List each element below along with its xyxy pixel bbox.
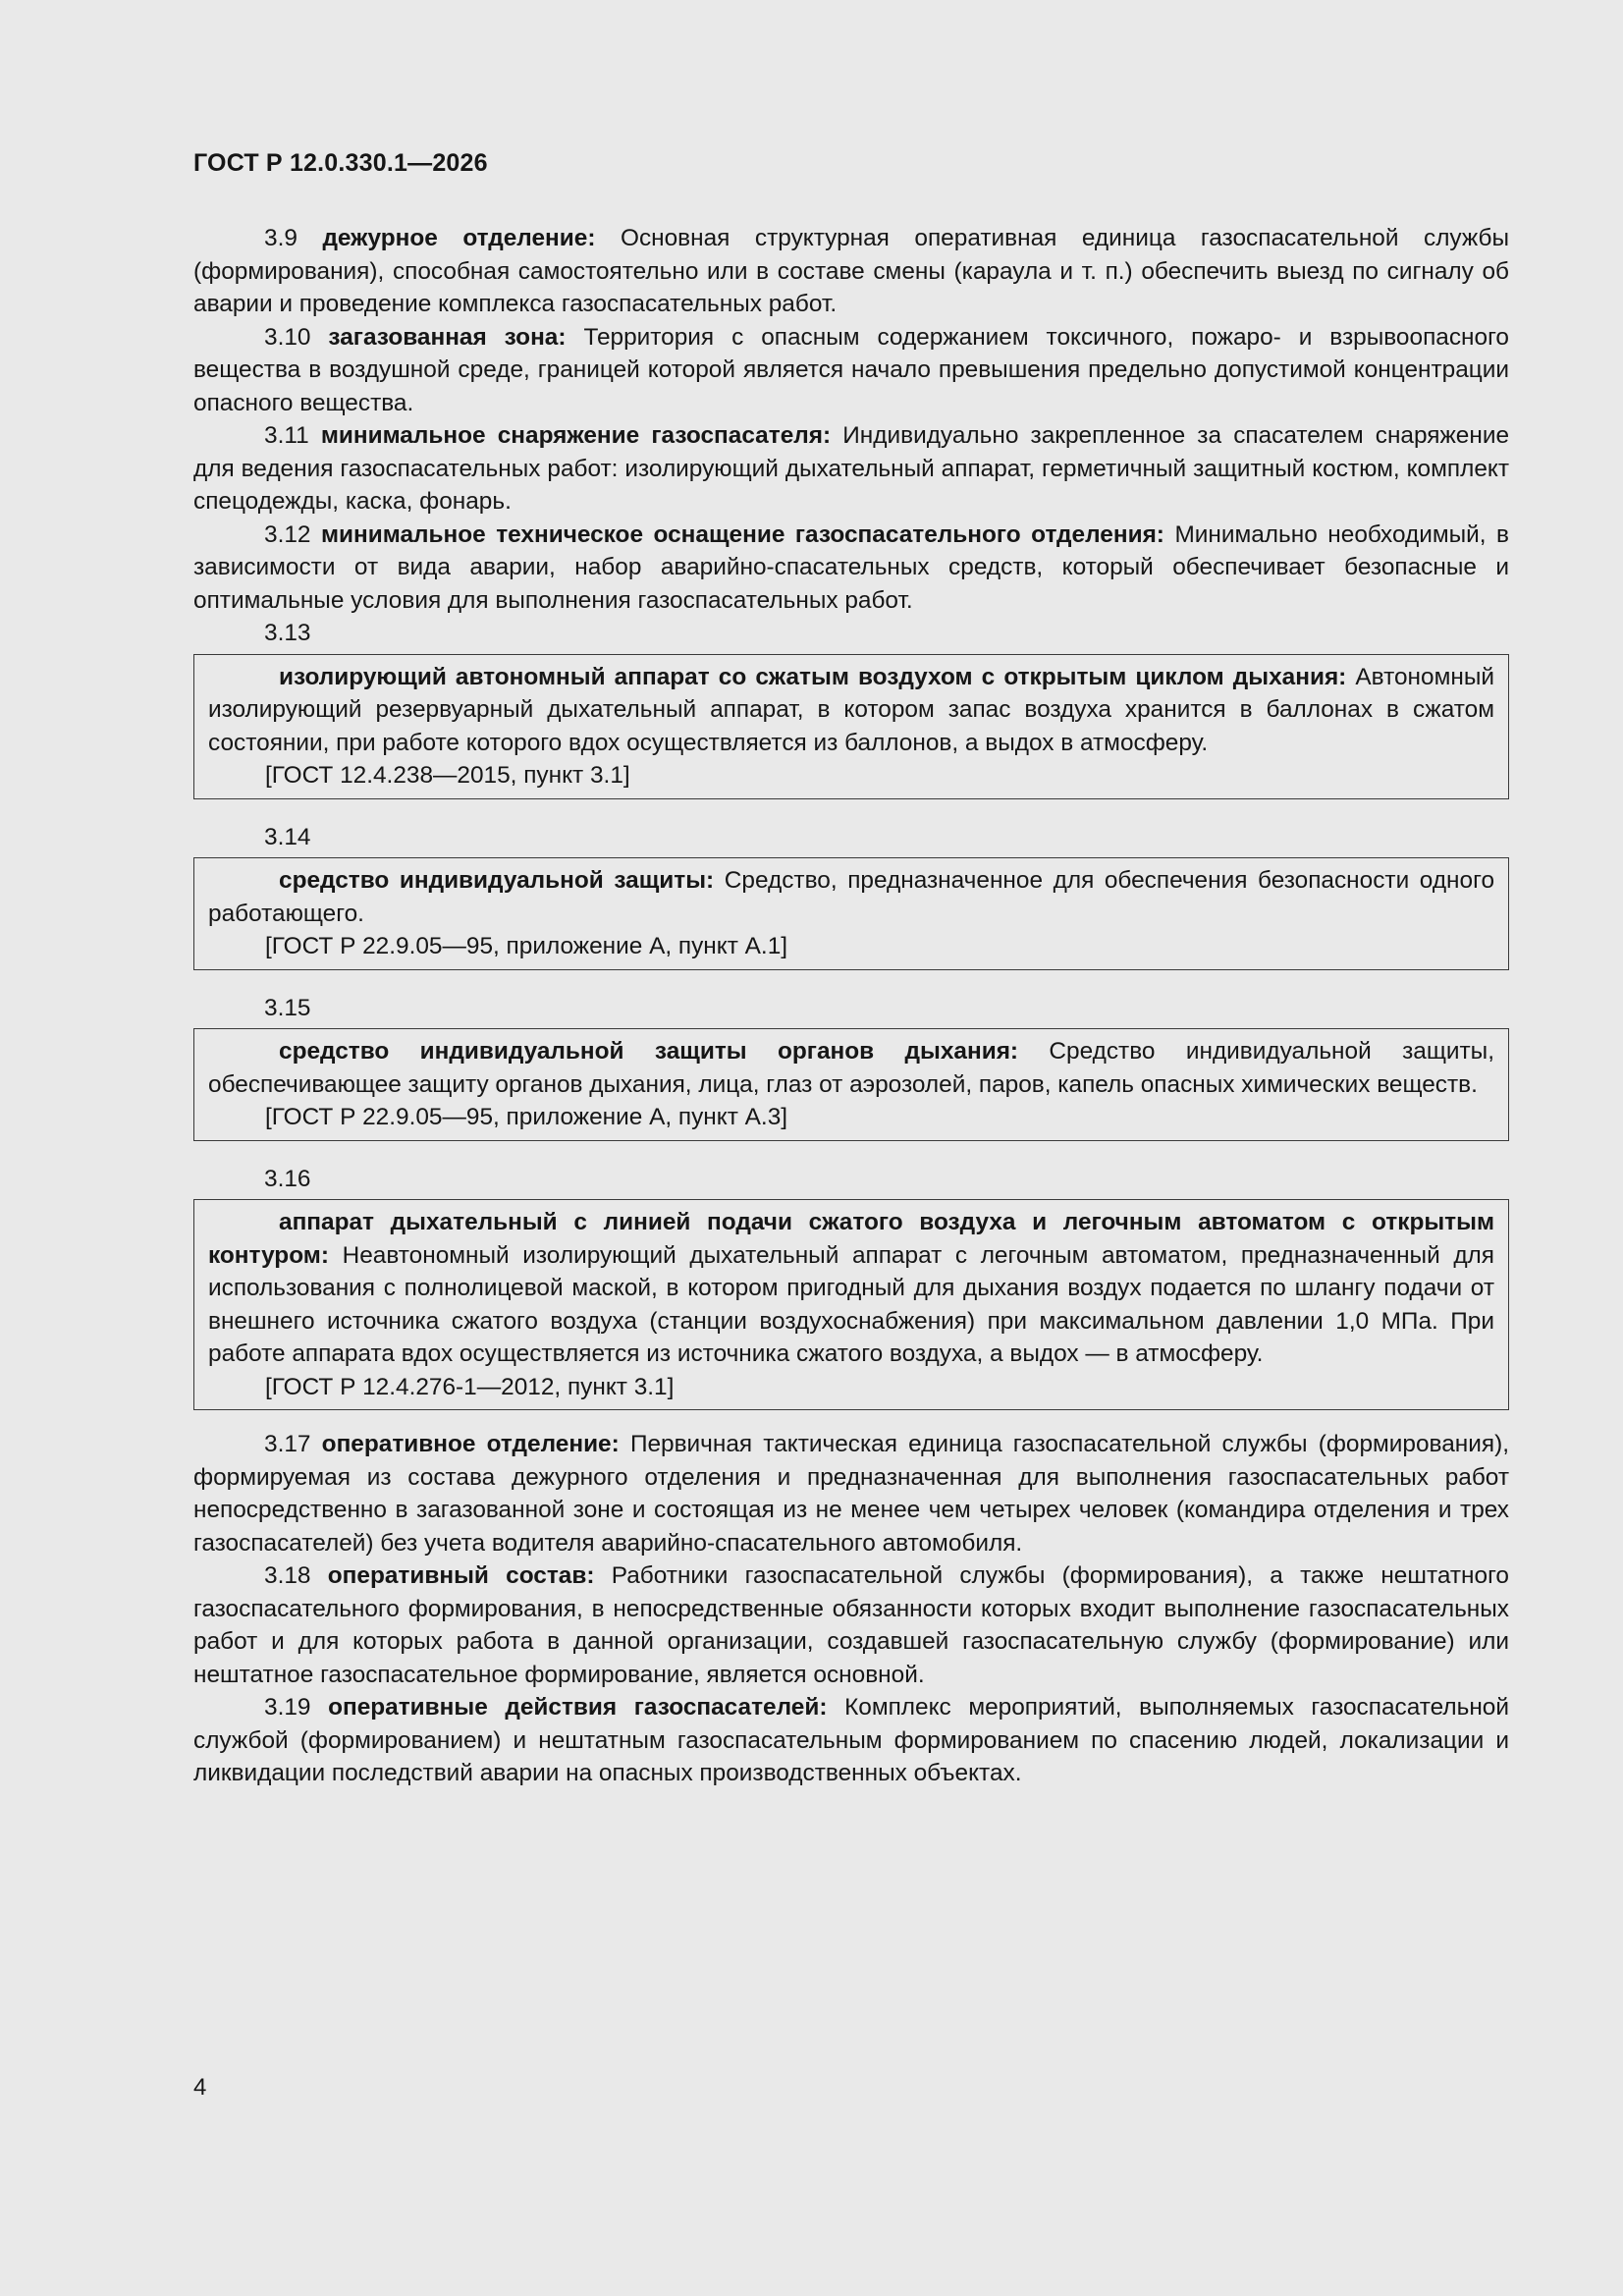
entry-definition: Неавтономный изолирующий дыхательный аппарат с легочным автоматом, предназначенный для использования с полнолицевой маской, в котором пригодный для дыхания воздух подается по шлангу подачи от внешнего источника сжатого воздуха (станции воздухоснабжения) при максимальном давлении 1,0 МПа. При работе аппарата вдох осуществляется из источника сжатого воздуха, а выдох — в атмосферу. [208, 1241, 1494, 1367]
term-box-3-14 [193, 857, 1509, 970]
term-entry-3-16 [208, 1206, 1494, 1371]
entry-definition: Основная структурная оперативная единица газоспасательной службы (формирования), способная самостоятельно или в составе смены (караула и т. п.) обеспечить выезд по сигналу об аварии и проведение комплекса газоспасательных работ. [193, 225, 1509, 317]
entry-term: загазованная зона: [328, 323, 567, 351]
entry-number-3-16: 3.16 [264, 1165, 311, 1192]
entry-definition: Средство, предназначенное для обеспечения безопасности одного работающего. [208, 867, 1495, 927]
entry-source-reference: [ГОСТ Р 22.9.05—95, приложение А, пункт А.1] [265, 933, 788, 959]
entry-term: оперативный состав: [327, 1562, 595, 1589]
entry-definition: Средство индивидуальной защиты, обеспечивающее защиту органов дыхания, лица, глаз от аэрозолей, паров, капель опасных химических веществ. [208, 1038, 1494, 1098]
document-body [193, 222, 1509, 1790]
entry-number: 3.19 [264, 1694, 311, 1721]
entry-source-reference: [ГОСТ Р 12.4.276-1—2012, пункт 3.1] [265, 1373, 675, 1400]
term-entry-3-13 [208, 661, 1494, 760]
term-entry-3-14 [208, 864, 1494, 930]
entry-definition: Комплекс мероприятий, выполняемых газоспасательной службой (формированием) и нештатным газоспасательным формированием по спасению людей, локализации и ликвидации последствий аварии на опасных производственных объектах. [193, 1694, 1510, 1786]
entry-term: изолирующий автономный аппарат со сжатым воздухом с открытым циклом дыхания: [279, 663, 1347, 690]
entry-source-reference: [ГОСТ Р 22.9.05—95, приложение А, пункт А.3] [265, 1104, 788, 1130]
document-header: ГОСТ Р 12.0.330.1—2026 [193, 149, 488, 177]
entry-definition: Территория с опасным содержанием токсичного, пожаро- и взрывоопасного вещества в воздушной среде, границей которой является начало превышения предельно допустимой концентрации опасного вещества. [193, 323, 1509, 416]
term-entry-3-9 [193, 222, 1509, 321]
entry-number: 3.18 [264, 1562, 311, 1589]
term-entry-3-12 [193, 519, 1509, 618]
entry-number-3-14: 3.14 [264, 823, 311, 850]
entry-term: минимальное снаряжение газоспасателя: [320, 422, 832, 449]
term-entry-3-15 [208, 1035, 1494, 1101]
term-entry-3-10 [193, 321, 1509, 420]
entry-definition: Минимально необходимый, в зависимости от вида аварии, набор аварийно-спасательных средств, который обеспечивает безопасные и оптимальные условия для выполнения газоспасательных работ. [193, 520, 1509, 614]
term-entry-3-11 [193, 419, 1509, 519]
entry-number: 3.10 [264, 323, 311, 351]
entry-term: оперативное отделение: [321, 1431, 620, 1457]
page-number: 4 [193, 2074, 207, 2101]
entry-definition: Автономный изолирующий резервуарный дыхательный аппарат, в котором запас воздуха хранится в баллонах в сжатом состоянии, при работе которого вдох осуществляется из баллонов, а выдох в атмосферу. [208, 663, 1494, 756]
term-entry-3-17 [193, 1428, 1509, 1559]
entry-term: аппарат дыхательный с линией подачи сжатого воздуха и легочным автоматом с открытым контуром: [208, 1209, 1494, 1269]
entry-definition: Первичная тактическая единица газоспасательной службы (формирования), формируемая из состава дежурного отделения и предназначенная для выполнения газоспасательных работ непосредственно в загазованной зоне и состоящая из не менее чем четырех человек (командира отделения и трех газоспасателей) без учета водителя аварийно-спасательного автомобиля. [193, 1431, 1510, 1557]
term-box-3-15 [193, 1028, 1509, 1141]
entry-number-3-13: 3.13 [264, 620, 311, 646]
term-box-3-16 [193, 1199, 1509, 1410]
entry-term: средство индивидуальной защиты органов дыхания: [279, 1038, 1019, 1065]
entry-term: минимальное техническое оснащение газоспасательного отделения: [320, 520, 1164, 548]
entry-term: оперативные действия газоспасателей: [328, 1694, 828, 1721]
entry-definition: Работники газоспасательной службы (формирования), а также нештатного газоспасательного формирования, в непосредственные обязанности которых входит выполнение газоспасательных работ и для которых работа в данной организации, создавшей газоспасательную службу (формирование) или нештатное газоспасательное формирование, является основной. [193, 1562, 1509, 1688]
term-entry-3-18 [193, 1559, 1509, 1691]
entry-number: 3.12 [264, 520, 311, 548]
entry-number-3-15: 3.15 [264, 994, 311, 1021]
entry-definition: Индивидуально закрепленное за спасателем снаряжение для ведения газоспасательных работ: изолирующий дыхательный аппарат, герметичный защитный костюм, комплект спецодежды, каска, фонарь. [193, 422, 1510, 515]
entry-term: дежурное отделение: [322, 225, 596, 251]
entry-term: средство индивидуальной защиты: [279, 867, 715, 894]
entry-source-reference: [ГОСТ 12.4.238—2015, пункт 3.1] [265, 762, 630, 789]
term-entry-3-19 [193, 1691, 1509, 1790]
term-box-3-13 [193, 654, 1509, 799]
entry-number: 3.17 [264, 1431, 311, 1457]
entry-number: 3.11 [264, 422, 309, 449]
entry-number: 3.9 [264, 225, 298, 251]
